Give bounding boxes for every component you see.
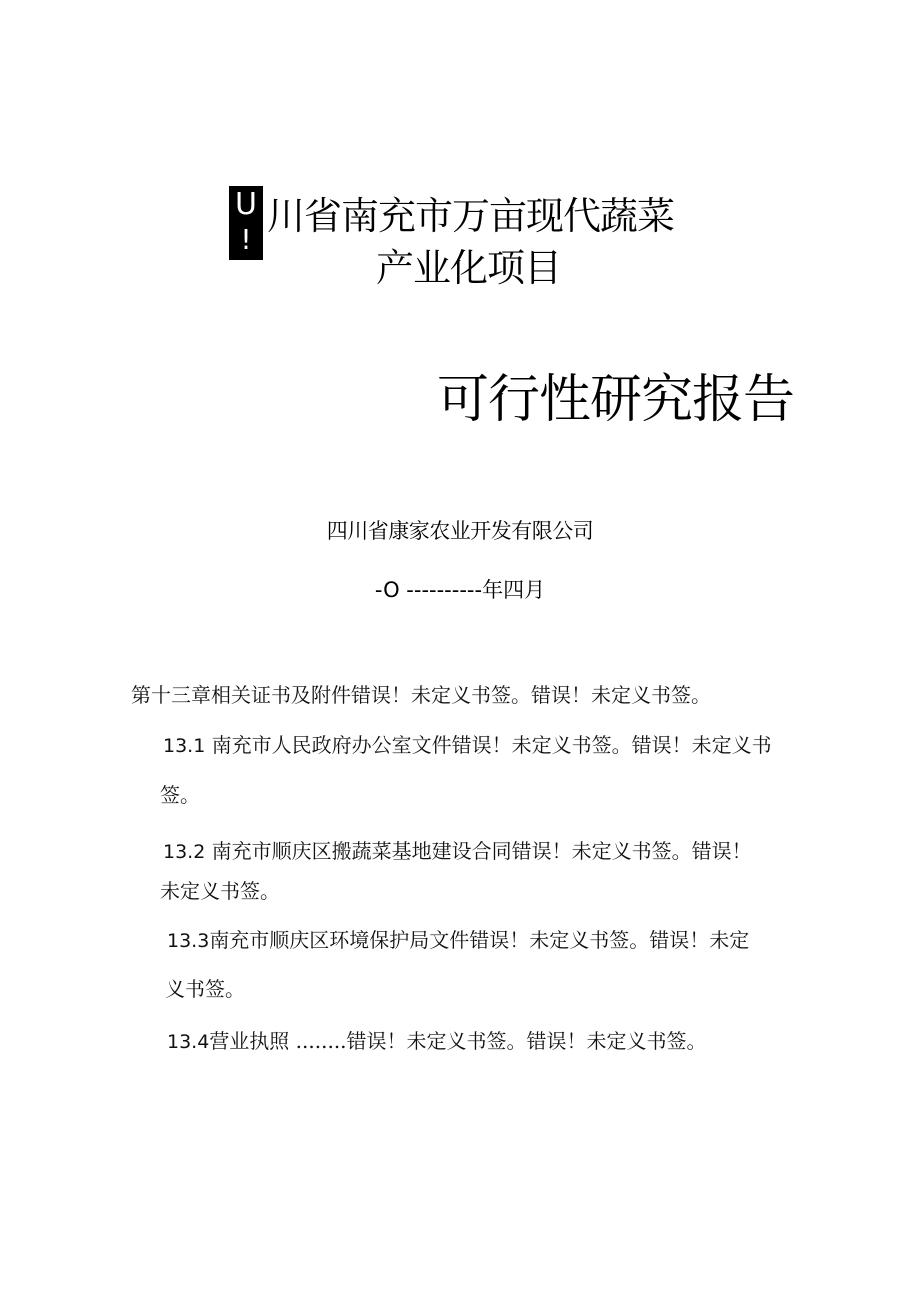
toc-chapter-13[interactable]: 第十三章相关证书及附件错误！未定义书签。错误！未定义书签。 xyxy=(131,683,711,707)
title-glyph-bottom: ! xyxy=(240,223,252,256)
toc-item-text: 营业执照 ........错误！未定义书签。错误！未定义书签。 xyxy=(209,1029,707,1053)
report-date: -O ----------年四月 xyxy=(374,578,546,602)
report-title: 可行性研究报告 xyxy=(437,370,795,430)
toc-item-13-3[interactable] xyxy=(167,925,749,956)
toc-item-number: 13.2 xyxy=(163,841,206,863)
toc-item-13-2-continued: 未定义书签。 xyxy=(160,879,280,903)
toc-item-text: 南充市顺庆区搬蔬菜基地建设合同错误！未定义书签。错误！ xyxy=(205,839,752,863)
toc-item-text: 南充市顺庆区环境保护局文件错误！未定义书签。错误！未定 xyxy=(209,928,750,952)
toc-item-number: 13.3 xyxy=(167,930,210,952)
toc-item-text: 南充市人民政府办公室文件错误！未定义书签。错误！未定义书 xyxy=(205,733,772,757)
toc-item-13-3-continued: 义书签。 xyxy=(165,977,245,1001)
toc-item-13-2[interactable] xyxy=(163,836,752,867)
project-title-line1: 川省南充市万亩现代蔬菜 xyxy=(267,194,675,238)
title-glyph-box xyxy=(229,186,263,260)
company-name: 四川省康家农业开发有限公司 xyxy=(326,519,594,543)
title-glyph-top: U xyxy=(235,187,257,222)
project-title-line2: 产业化项目 xyxy=(376,246,562,290)
toc-item-13-1[interactable] xyxy=(163,730,772,761)
toc-item-number: 13.4 xyxy=(167,1031,210,1053)
toc-item-13-4[interactable] xyxy=(167,1026,707,1057)
toc-item-number: 13.1 xyxy=(163,735,206,757)
toc-item-13-1-continued: 签。 xyxy=(160,783,200,807)
